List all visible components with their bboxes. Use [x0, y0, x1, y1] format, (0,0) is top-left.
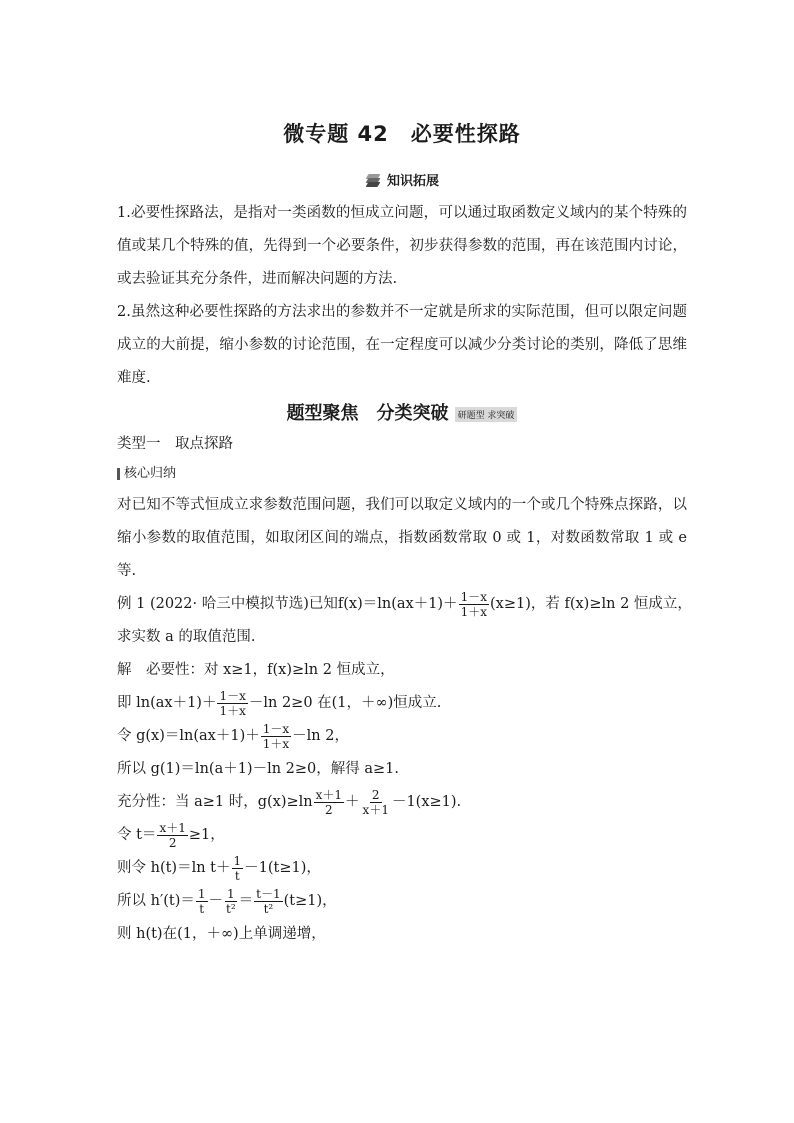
knowledge-expansion-label: 知识拓展 — [386, 174, 439, 189]
solution-fraction-8a: $\frac{1}{t}$ — [197, 886, 206, 916]
solution-fraction-5b: $\frac{2}{x+1}$ — [362, 787, 389, 817]
knowledge-expansion-heading — [117, 170, 687, 189]
focus-tag: 研题型 求突破 — [455, 407, 518, 422]
document-page — [117, 118, 692, 951]
solution-line-9: 则 h(t)在(1，＋∞)上单调递增， — [117, 926, 326, 942]
example-intro: 例 1 (2022· 哈三中模拟节选)已知 — [117, 596, 338, 612]
type-one-heading: 类型一 取点探路 — [117, 436, 233, 452]
layers-icon — [365, 174, 381, 186]
core-summary-heading — [117, 459, 687, 489]
solution-line-4: 所以 g(1)＝ln(a＋1)－ln 2≥0，解得 a≥1. — [117, 761, 400, 777]
solution-fraction-8c: $\frac{t-1}{\text{t²}}$ — [256, 886, 281, 916]
solution-line-7: 则令 h(t)＝ln t＋ $\frac{1}{t}$ －1(t≥1)， — [117, 853, 321, 883]
core-summary-text: 对已知不等式恒成立求参数范围问题，我们可以取定义域内的一个或几个特殊点探路，以缩小参数的取值范围，如取闭区间的端点，指数函数常取 0 或 1，对数函数常取 1 或 e 等. — [117, 497, 687, 579]
example-fraction: $\frac{1-x}{1+x}$ — [460, 589, 487, 619]
example-condition: (x≥1)，若 f(x)≥ln 2 恒成立， — [490, 596, 692, 612]
solution-line-1: 解 必要性：对 x≥1，f(x)≥ln 2 恒成立， — [117, 662, 395, 678]
solution-line-2: 即 ln(ax＋1)＋ $\frac{1-x}{1+x}$ －ln 2≥0 在(1，＋∞)恒成立. — [117, 688, 442, 718]
solution-fraction-8b: $\frac{1}{\text{t²}}$ — [226, 886, 236, 916]
focus-heading-text: 题型聚焦 分类突破 — [286, 403, 449, 424]
example-line-2: 求实数 a 的取值范围. — [117, 629, 256, 645]
focus-heading — [117, 399, 687, 425]
core-summary-label: 核心归纳 — [124, 466, 177, 481]
page-title: 微专题 42 必要性探路 — [283, 122, 521, 146]
solution-fraction-3: $\frac{1-x}{1+x}$ — [262, 721, 290, 751]
paragraph-2: 2.虽然这种必要性探路的方法求出的参数并不一定就是所求的实际范围，但可以限定问题成立的大前提，缩小参数的讨论范围，在一定程度可以减少分类讨论的类别，降低了思维难度. — [117, 304, 687, 386]
solution-line-6: 令 t＝ $\frac{x+1}{2}$ ≥1， — [117, 820, 225, 850]
core-bar-icon — [117, 468, 120, 480]
solution-fraction-7: $\frac{1}{t}$ — [233, 853, 242, 883]
solution-line-8: 所以 h′(t)＝ $\frac{1}{t}$ － $\frac{1}{\text{t²}}$ ＝ $\frac{t-1}{\text{t²}}$ (t≥1)， — [117, 886, 337, 916]
solution-fraction-2: $\frac{1-x}{1+x}$ — [219, 688, 246, 718]
example-fx: f(x)＝ln(ax＋1)＋ — [337, 596, 458, 612]
solution-fraction-5a: $\frac{x+1}{2}$ — [315, 787, 343, 817]
solution-line-3: 令 g(x)＝ln(ax＋1)＋ $\frac{1-x}{1+x}$ －ln 2， — [117, 721, 349, 751]
solution-line-5: 充分性：当 a≥1 时，g(x)≥ln $\frac{x+1}{2}$ ＋ $\frac{2}{x+1}$ －1(x≥1). — [117, 787, 462, 817]
example-line-1 — [117, 588, 692, 621]
paragraph-1: 1.必要性探路法，是指对一类函数的恒成立问题，可以通过取函数定义域内的某个特殊的值或某几个特殊的值，先得到一个必要条件，初步获得参数的范围，再在该范围内讨论，或去验证其充分条件，进而解决问题的方法. — [117, 205, 687, 287]
solution-fraction-6: $\frac{x+1}{2}$ — [159, 820, 186, 850]
